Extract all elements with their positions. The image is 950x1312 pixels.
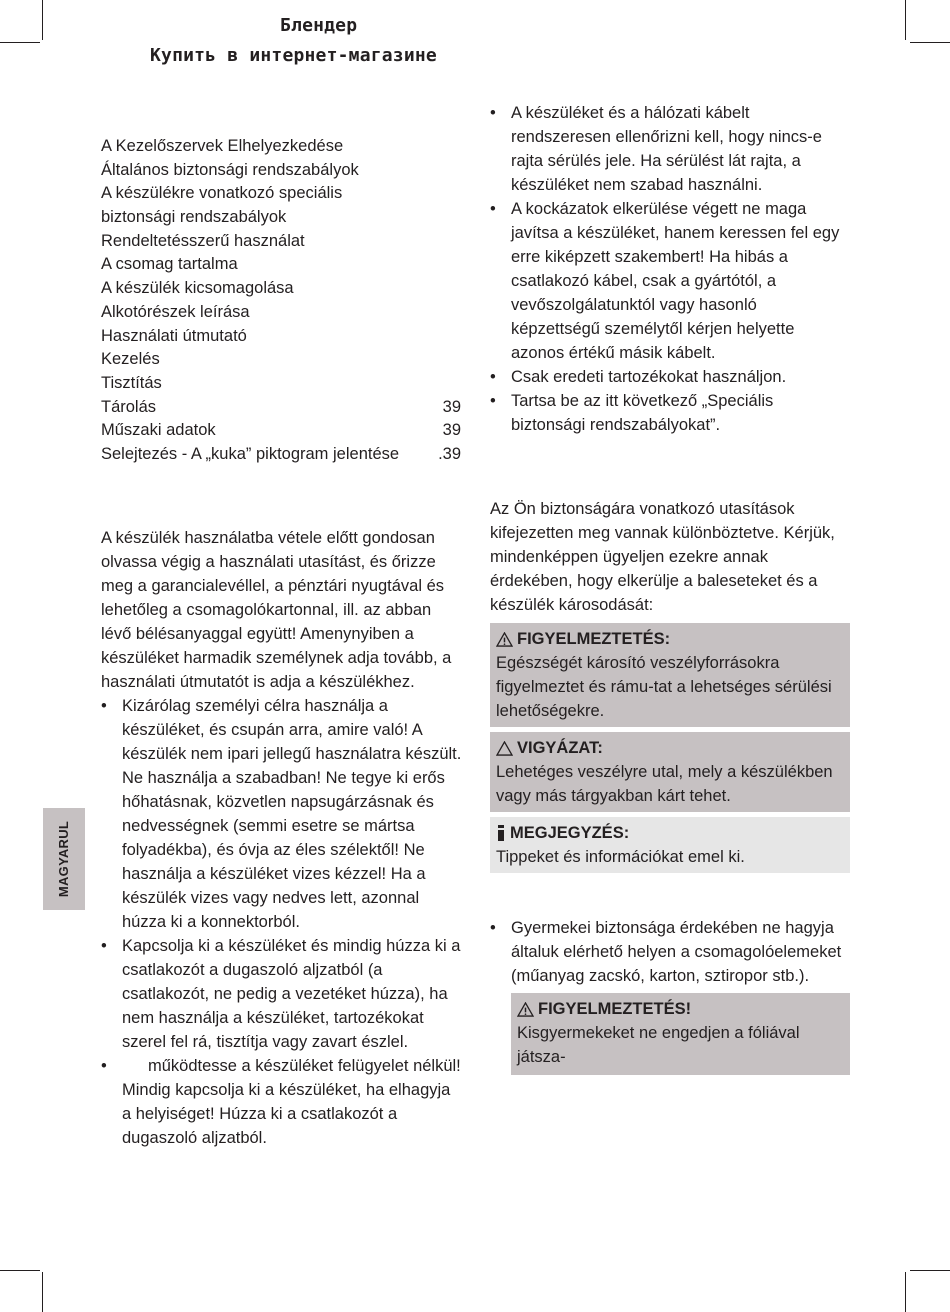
toc-label: Selejtezés - A „kuka” piktogram jelentése [101,444,400,463]
toc-row [101,135,461,159]
note-title [496,821,844,845]
caution-title-text: VIGYÁZAT: [517,739,603,757]
caution-triangle-icon [496,741,513,756]
toc-label: A csomag tartalma [101,255,238,274]
list-item [490,389,850,437]
toc-row [101,182,461,206]
caution-title [496,736,844,760]
language-side-tab [43,808,85,910]
toc-page: .39 [438,444,461,463]
toc-label: A készülék kicsomagolása [101,279,294,298]
crop-mark [0,1270,40,1271]
toc-row [101,301,461,325]
note-title-text: MEGJEGYZÉS: [510,824,630,842]
toc-page: 39 [442,421,461,440]
warning-box [511,993,850,1075]
list-item-text: Ne használja a szabadban! Ne tegye ki erős hőhatásnak, közvetlen napsugárzásnak és nedvességnek (semmi esetre se mártsa folyadékba), és óvja az éles szélektől! Ne használja a készüléket vizes kézzel! Ha a készülék vizes vagy nedves lett, azonnal húzza ki a konnektorból. [122,769,445,931]
warning-text: Kisgyermekeket ne engedjen a fóliával játsza- [517,1024,800,1066]
crop-mark [0,42,40,43]
caution-text: Lehetéges veszélyre utal, mely a készülékben vagy más tárgyakban kárt tehet. [496,763,833,805]
warning-box [490,623,850,727]
bullet-mark: • [490,200,496,218]
toc-label: Alkotórészek leírása [101,302,250,321]
toc-row [101,372,461,396]
toc-label: Rendeltetésszerű használat [101,231,305,250]
bullet-mark: • [490,368,496,386]
crop-mark [42,0,43,40]
toc-row [101,206,461,230]
crop-mark [905,0,906,40]
toc-label: A készülékre vonatkozó speciális [101,184,343,203]
toc-label: biztonsági rendszabályok [101,208,287,227]
toc-label: Műszaki adatok [101,421,216,440]
note-box [490,817,850,873]
header-title: Блендер [280,15,358,36]
bullet-mark: • [101,697,107,715]
list-item [490,101,850,197]
note-text: Tippeket és információkat emel ki. [496,848,745,866]
info-icon [496,825,506,841]
toc-page: 39 [442,397,461,416]
list-item-text: működtesse a készüléket felügyelet nélkül! Mindig kapcsolja ki a készüléket, ha elhagyja a helyiséget! Húzza ki a csatlakozót a dugaszoló aljzatból. [122,1057,461,1147]
toc-row [101,230,461,254]
list-item [490,365,850,389]
toc-label: Általános biztonsági rendszabályok [101,160,359,179]
list-item [490,916,850,988]
toc-label: Tisztítás [101,373,162,392]
right-column-symbols [490,497,850,878]
warning-title [517,997,844,1021]
right-column-top [490,101,850,437]
crop-mark [910,42,950,43]
bullet-mark: • [490,104,496,122]
list-item [101,1054,463,1150]
toc-row [101,277,461,301]
toc-label: A Kezelőszervek Elhelyezkedése [101,137,344,155]
toc-row [101,348,461,372]
toc-row [101,443,461,467]
toc-label: Használati útmutató [101,326,247,345]
toc-row [101,419,461,443]
toc-label: Tárolás [101,397,157,416]
list-item [101,934,463,1054]
list-item-text: A kockázatok elkerülése végett ne maga javítsa a készüléket, hanem keressen fel egy erre kiképzett szakembert! Ha hibás a csatlakozó kábel, csak a gyártótól, a vevőszolgálatunktól vagy hasonló képzettségű személytől kérjen helyette azonos értékű másik kábelt. [511,200,840,362]
toc-row [101,396,461,420]
bullet-mark: • [490,919,496,937]
header-subtitle: Купить в интернет-магазине [150,45,437,66]
list-item [490,197,850,365]
bullet-mark: • [490,392,496,410]
list-item-text: Tartsa be az itt következő „Speciális biztonsági rendszabályokat”. [511,392,774,434]
list-item-text: Kapcsolja ki a készüléket és mindig húzza ki a csatlakozót a dugaszoló aljzatból (a csatlakozót, ne pedig a vezetéket húzza), ha nem használja a készüléket, tartozékokat szerel fel rá, tisztítja vagy zavart észlel. [122,937,461,1051]
bullet-mark: • [101,937,107,955]
list-item-text: A készüléket és a hálózati kábelt rendszeresen ellenőrizni kell, hogy nincs-e rajta sérülés jele. Ha sérülést lát rajta, a készüléket nem szabad használni. [511,104,822,194]
toc-row [101,253,461,277]
warning-title-text: FIGYELMEZTETÉS! [538,1000,692,1018]
crop-mark [42,1272,43,1312]
language-label: MAGYARUL [56,820,71,898]
warning-text: Egészségét károsító veszélyforrásokra figyelmeztet és rámu-tat a lehetséges sérülési lehetőségekre. [496,654,832,720]
bullet-mark: • [101,1057,107,1075]
list-item [101,694,463,934]
warning-title [496,627,844,651]
toc-row [101,159,461,183]
toc-label: Kezelés [101,350,160,369]
table-of-contents [101,135,461,467]
list-item-text: Csak eredeti tartozékokat használjon. [511,368,787,386]
warning-triangle-icon [517,1002,534,1017]
crop-mark [910,1270,950,1271]
right-column-bottom [490,916,850,1080]
intro-paragraph: A készülék használatba vétele előtt gondosan olvassa végig a használati utasítást, és őrizze meg a garancialevéllel, a pénztári nyugtával és lehetőleg a csomagolókartonnal, ill. az abban lévő bélésanyaggal együtt! Amenynyiben a készüléket harmadik személynek adja tovább, a használati útmutatót is adja a készülékhez. [101,529,452,691]
left-column [101,526,463,1150]
warning-triangle-icon [496,632,513,647]
crop-mark [905,1272,906,1312]
symbols-intro: Az Ön biztonságára vonatkozó utasítások kifejezetten meg vannak különböztetve. Kérjük, mindenképpen ügyeljen ezekre annak érdekében, hogy elkerülje a baleseteket és a készülék károsodását: [490,500,835,614]
warning-title-text: FIGYELMEZTETÉS: [517,630,671,648]
list-item-text: Kizárólag személyi célra használja a készüléket, és csupán arra, amire való! A készülék nem ipari jellegű használatra készült. [122,697,462,763]
toc-row [101,325,461,349]
list-item-text: Gyermekei biztonsága érdekében ne hagyja általuk elérhető helyen a csomagolóelemeket (műanyag zacskó, karton, sztiropor stb.). [511,919,842,985]
caution-box [490,732,850,812]
